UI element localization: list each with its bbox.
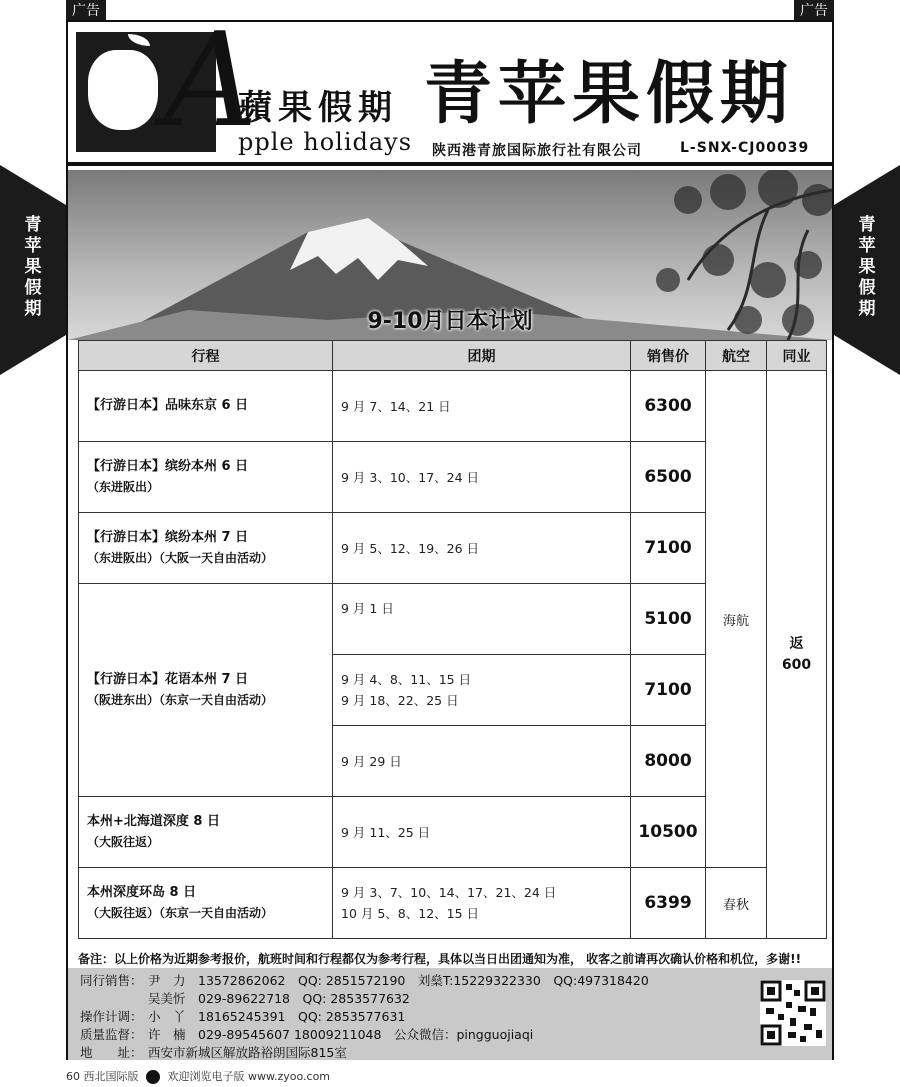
col-header-peer: 同业 <box>767 341 827 371</box>
col-header-dates: 团期 <box>333 341 631 371</box>
dates-line: 9 月 11、25 日 <box>341 824 431 840</box>
route-subtitle: （东进阪出）（大阪一天自由活动） <box>87 551 274 565</box>
publisher-logo-icon <box>146 1070 160 1084</box>
brand-name-traditional: 蘋果假期 <box>238 88 398 128</box>
side-tab-right-text <box>834 215 900 320</box>
table-row <box>79 868 827 939</box>
contact-sales-label: 同行销售： <box>80 973 143 988</box>
col-header-price: 销售价 <box>631 341 706 371</box>
route-subtitle: （阪进东出）（东京一天自由活动） <box>87 693 274 707</box>
contact-qa <box>80 1026 649 1044</box>
route-cell <box>79 371 333 442</box>
side-tab-left <box>0 165 66 375</box>
peer-value: 600 <box>781 656 812 673</box>
dates-cell <box>333 371 631 442</box>
contact-ops-label: 操作计调： <box>80 1009 143 1024</box>
dates-cell <box>333 868 631 939</box>
brand-name-large: 青苹果假期 <box>424 54 795 134</box>
dates-cell <box>333 584 631 655</box>
company-name: 陕西港青旅国际旅行社有限公司 <box>432 143 642 159</box>
dates-line: 10 月 5、8、12、15 日 <box>341 906 480 921</box>
ad-label-left: 广告 <box>66 0 106 22</box>
price-cell: 6300 <box>631 371 706 442</box>
apple-leaf-icon <box>128 34 150 46</box>
contact-panel <box>68 968 832 1060</box>
dates-line: 9 月 5、12、19、26 日 <box>341 540 480 556</box>
price-cell: 7100 <box>631 655 706 726</box>
itinerary-table <box>78 340 827 939</box>
contact-qa-value: 许 楠 029-89545607 18009211048 公众微信：pingguojiaqi <box>148 1027 534 1042</box>
route-title: 【行游日本】缤纷本州 7 日 <box>87 530 249 545</box>
dates-cell <box>333 797 631 868</box>
col-header-route: 行程 <box>79 341 333 371</box>
contact-sales-1 <box>80 972 649 990</box>
edition-name: 西北国际版 <box>83 1070 139 1083</box>
price-cell: 5100 <box>631 584 706 655</box>
route-subtitle: （大阪往返）（东京一天自由活动） <box>87 906 274 920</box>
dates-line: 9 月 3、10、17、24 日 <box>341 469 480 485</box>
apple-icon <box>88 50 158 130</box>
dates-line: 9 月 29 日 <box>341 753 402 769</box>
contact-lines <box>80 972 649 1062</box>
contact-ops-value: 小 丫 18165245391 QQ: 2853577631 <box>148 1009 406 1024</box>
route-subtitle: （大阪往返） <box>87 835 160 849</box>
route-title: 【行游日本】缤纷本州 6 日 <box>87 459 249 474</box>
dates-line: 9 月 3、7、10、14、17、21、24 日 <box>341 885 557 900</box>
side-tab-right <box>834 165 900 375</box>
website-text: 欢迎浏览电子版 www.zyoo.com <box>167 1070 331 1083</box>
contact-address-value: 西安市新城区解放路裕朗国际815室 <box>148 1045 347 1060</box>
hero-title: 9-10月日本计划 <box>367 309 533 334</box>
dates-line: 9 月 7、14、21 日 <box>341 398 451 414</box>
license-number: L-SNX-CJ00039 <box>680 140 810 156</box>
dates-line: 9 月 18、22、25 日 <box>341 693 459 708</box>
contact-qa-label: 质量监督： <box>80 1027 143 1042</box>
logo-letter: A <box>164 4 258 156</box>
price-cell: 6500 <box>631 442 706 513</box>
page-number: 60 <box>66 1070 80 1083</box>
brand-name-english: pple holidays <box>238 128 413 156</box>
qr-code-icon <box>760 980 826 1046</box>
itinerary-table-wrap <box>78 340 826 939</box>
route-cell <box>79 797 333 868</box>
route-cell <box>79 442 333 513</box>
side-tab-left-label: 青苹果假期 <box>24 215 42 319</box>
contact-sales-value-1: 尹 力 13572862062 QQ: 2851572190 刘燊T:15229322330 QQ:497318420 <box>148 973 649 988</box>
route-cell <box>79 513 333 584</box>
contact-sales-2 <box>80 990 649 1008</box>
hero-banner <box>68 170 832 340</box>
contact-address-label: 地 址： <box>80 1045 143 1060</box>
page-footer <box>66 1068 330 1084</box>
contact-ops <box>80 1008 649 1026</box>
header-rule <box>68 162 832 166</box>
route-title: 【行游日本】花语本州 7 日 <box>87 672 249 687</box>
side-tab-right-label: 青苹果假期 <box>858 215 876 319</box>
peer-cell <box>767 371 827 939</box>
col-header-airline: 航空 <box>706 341 767 371</box>
price-cell: 6399 <box>631 868 706 939</box>
contact-sales-value-2: 吴美忻 029-89622718 QQ: 2853577632 <box>148 991 410 1006</box>
price-cell: 7100 <box>631 513 706 584</box>
contact-address <box>80 1044 649 1062</box>
route-title: 本州深度环岛 8 日 <box>87 885 197 900</box>
table-row <box>79 371 827 442</box>
dates-line: 9 月 4、8、11、15 日 <box>341 672 472 687</box>
dates-cell <box>333 513 631 584</box>
peer-label: 返 <box>789 635 804 652</box>
dates-line: 9 月 1 日 <box>341 601 394 616</box>
airline-cell: 春秋 <box>706 868 767 939</box>
dates-cell <box>333 442 631 513</box>
route-title: 【行游日本】品味东京 6 日 <box>87 398 249 413</box>
route-title: 本州+北海道深度 8 日 <box>87 814 220 829</box>
price-cell: 10500 <box>631 797 706 868</box>
price-cell: 8000 <box>631 726 706 797</box>
ad-label-right: 广告 <box>794 0 834 22</box>
side-tab-left-text <box>0 215 66 320</box>
route-cell <box>79 868 333 939</box>
airline-cell: 海航 <box>706 371 767 868</box>
dates-cell <box>333 726 631 797</box>
route-subtitle: （东进阪出） <box>87 480 160 494</box>
route-cell <box>79 584 333 797</box>
remarks-note: 备注：以上价格为近期参考报价，航班时间和行程都仅为参考行程，具体以当日出团通知为准， 收客之前请再次确认价格和机位，多谢!! <box>78 952 802 966</box>
table-header-row <box>79 341 827 371</box>
dates-cell <box>333 655 631 726</box>
qr-code-graphic <box>760 980 826 1046</box>
